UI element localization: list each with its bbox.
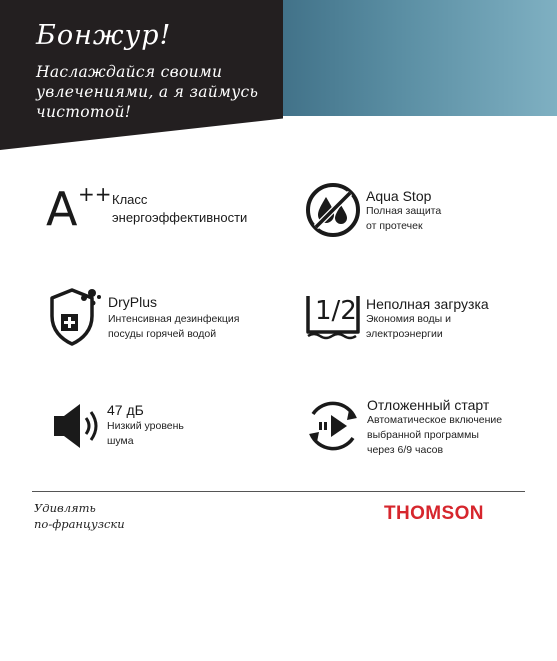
tagline-line: чистотой! <box>36 103 132 121</box>
delayed-start-icon <box>303 396 363 456</box>
feature-title: 47 дБ <box>107 402 144 418</box>
aqua-stop-icon <box>304 181 362 239</box>
shield-plus-icon <box>47 286 103 348</box>
feature-desc-line: Низкий уровень <box>107 420 184 432</box>
energy-class-icon <box>46 182 112 236</box>
feature-title: DryPlus <box>108 294 158 310</box>
feature-desc-line: Полная защита <box>366 205 442 217</box>
slogan-line: Удивлять <box>34 501 96 515</box>
footer-divider <box>32 491 525 492</box>
feature-desc-line: Интенсивная дезинфекция <box>108 313 240 325</box>
feature-desc-line: шума <box>107 435 134 447</box>
tagline-line: Наслаждайся своими <box>36 63 223 81</box>
tagline-line: увлечениями, а я займусь <box>36 83 259 101</box>
feature-desc-line: электроэнергии <box>366 328 443 340</box>
feature-desc-line: через 6/9 часов <box>367 444 444 456</box>
tagline <box>36 62 276 122</box>
feature-title: Неполная загрузка <box>366 296 489 312</box>
feature-desc: энергоэффективности <box>112 210 248 225</box>
hero-banner <box>0 0 557 150</box>
energy-grade-plus: ++ <box>78 182 112 206</box>
feature-title: Класс <box>112 192 148 207</box>
feature-title: Aqua Stop <box>366 188 432 204</box>
feature-desc-line: посуды горячей водой <box>108 328 217 340</box>
feature-desc-line: выбранной программы <box>367 429 479 441</box>
feature-desc-line: Экономия воды и <box>366 313 451 325</box>
speaker-icon <box>50 398 106 454</box>
greeting: Бонжур! <box>36 20 172 51</box>
half-load-text: 1/2 <box>315 296 357 326</box>
banner-photo <box>270 0 557 116</box>
slogan <box>34 500 125 532</box>
energy-grade: A <box>46 182 78 236</box>
feature-desc-line: Автоматическое включение <box>367 414 503 426</box>
slogan-line: по-французски <box>34 517 125 531</box>
brand-logo: THOMSON <box>384 503 484 524</box>
feature-title: Отложенный старт <box>367 397 490 413</box>
feature-desc-line: от протечек <box>366 220 423 232</box>
